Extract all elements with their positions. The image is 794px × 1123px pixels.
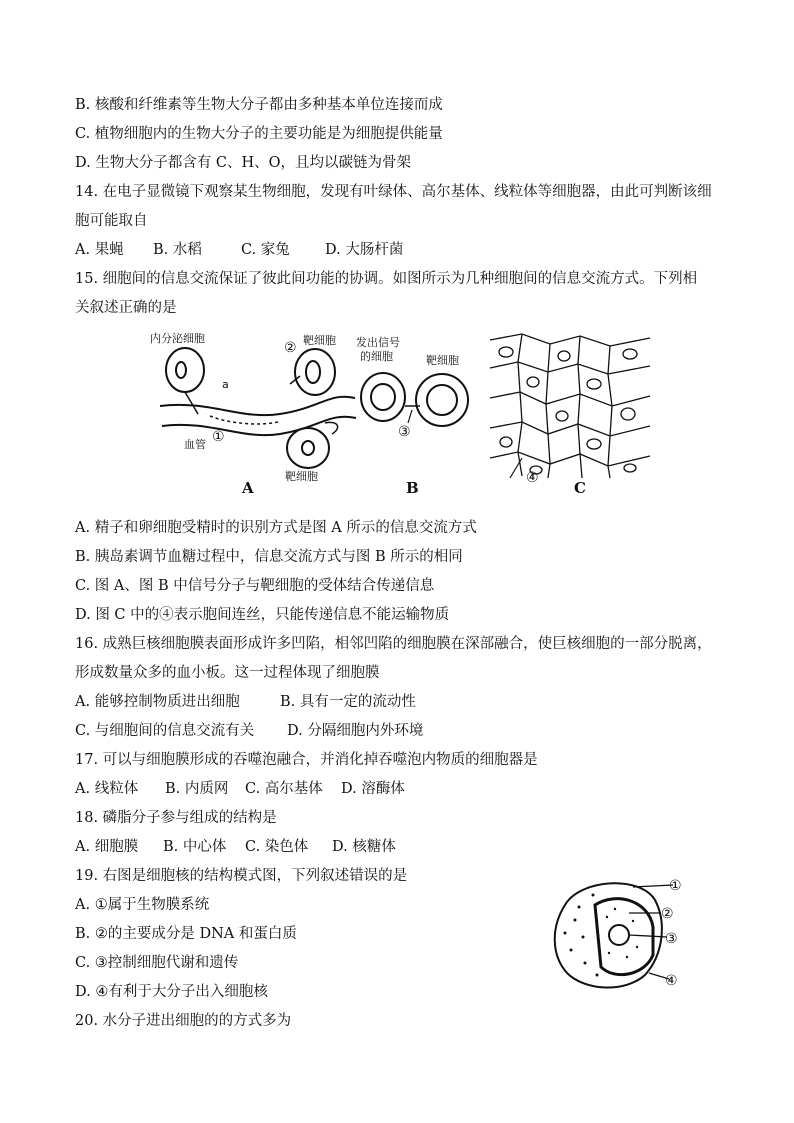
- q15-figure: [150, 328, 660, 500]
- q15-stem-line1: 15. 细胞间的信息交流保证了彼此间功能的协调。如图所示为几种细胞间的信息交流方式。下列相: [75, 271, 698, 287]
- q17-option: B. 内质网: [165, 781, 229, 797]
- target-cell-top-label: 靶细胞: [303, 334, 336, 347]
- nucleus-marker-2: ②: [661, 906, 674, 922]
- q14-options: [75, 240, 403, 260]
- q17-option: C. 高尔基体: [245, 781, 323, 797]
- q20-stem: 20. 水分子进出细胞的的方式多为: [75, 1013, 292, 1029]
- nucleus-marker-1: ①: [669, 878, 682, 894]
- q16-options-row2: [75, 721, 423, 741]
- target-cell-top: [295, 349, 335, 395]
- target-cell-b: [416, 374, 468, 426]
- q16-option: C. 与细胞间的信息交流有关: [75, 723, 255, 739]
- marker-4: ④: [526, 470, 539, 486]
- q17-stem: 17. 可以与细胞膜形成的吞噬泡融合，并消化掉吞噬泡内物质的细胞器是: [75, 752, 538, 768]
- q19-option-a: A. ①属于生物膜系统: [75, 897, 210, 913]
- q18-option: A. 细胞膜: [75, 839, 139, 855]
- q14-option: B. 水稻: [153, 242, 202, 258]
- blood-vessel-lower: [162, 417, 356, 435]
- q16-option: D. 分隔细胞内外环境: [287, 723, 424, 739]
- q16-stem-line1: 16. 成熟巨核细胞膜表面形成许多凹陷，相邻凹陷的细胞膜在深部融合，使巨核细胞的一部分脱离，: [75, 636, 712, 652]
- q14-stem-line2: 胞可能取自: [75, 213, 148, 229]
- nucleus-diagram: [545, 875, 690, 995]
- tissue-cells: [490, 334, 650, 478]
- q17-options: [75, 779, 405, 799]
- q13-option-c: C. 植物细胞内的生物大分子的主要功能是为细胞提供能量: [75, 126, 443, 142]
- q13-option-b: B. 核酸和纤维素等生物大分子都由多种基本单位连接而成: [75, 97, 443, 113]
- panel-c-label: C: [574, 479, 586, 497]
- q17-option: A. 线粒体: [75, 781, 139, 797]
- q13-option-d: D. 生物大分子都含有 C、H、O，且均以碳链为骨架: [75, 155, 412, 171]
- q19-stem: 19. 右图是细胞核的结构模式图，下列叙述错误的是: [75, 868, 408, 884]
- nucleolus: [609, 925, 629, 945]
- signal-cell: [361, 373, 405, 421]
- panel-b-label: B: [406, 479, 419, 497]
- q15-option-a: A. 精子和卵细胞受精时的识别方式是图 A 所示的信息交流方式: [75, 520, 477, 536]
- nucleus-marker-4: ④: [665, 973, 678, 989]
- q16-stem-line2: 形成数量众多的血小板。这一过程体现了细胞膜: [75, 665, 380, 681]
- q15-option-b: B. 胰岛素调节血糖过程中，信息交流方式与图 B 所示的相同: [75, 549, 463, 565]
- q18-stem: 18. 磷脂分子参与组成的结构是: [75, 810, 277, 826]
- q14-option: D. 大肠杆菌: [325, 242, 404, 258]
- q16-options-row1: [75, 692, 416, 712]
- q19-option-c: C. ③控制细胞代谢和遗传: [75, 955, 239, 971]
- q15-stem-line2: 关叙述正确的是: [75, 300, 177, 316]
- target-cell-b-label: 靶细胞: [426, 354, 459, 367]
- blood-vessel-label: 血管: [184, 438, 206, 451]
- signal-cell-label-line2: 的细胞: [360, 350, 393, 363]
- target-cell-bottom-label: 靶细胞: [285, 470, 318, 483]
- nuclear-envelope-inner: [595, 899, 653, 975]
- signal-a-label: a: [222, 378, 229, 391]
- q15-option-c: C. 图 A、图 B 中信号分子与靶细胞的受体结合传递信息: [75, 578, 435, 594]
- q18-option: C. 染色体: [245, 839, 309, 855]
- q15-option-d: D. 图 C 中的④表示胞间连丝，只能传递信息不能运输物质: [75, 607, 450, 623]
- endocrine-cell-label: 内分泌细胞: [150, 332, 205, 345]
- nucleus-marker-3: ③: [665, 931, 678, 947]
- q16-option: A. 能够控制物质进出细胞: [75, 694, 240, 710]
- q19-option-d: D. ④有利于大分子出入细胞核: [75, 984, 268, 1000]
- q14-stem-line1: 14. 在电子显微镜下观察某生物细胞，发现有叶绿体、高尔基体、线粒体等细胞器，由此可判断该细: [75, 184, 712, 200]
- q18-options: [75, 837, 396, 857]
- q14-option: A. 果蝇: [75, 242, 124, 258]
- panel-a-label: A: [242, 479, 254, 497]
- marker-1: ①: [212, 429, 225, 445]
- q19-figure: [545, 875, 690, 995]
- q17-option: D. 溶酶体: [341, 781, 405, 797]
- marker-3: ③: [398, 424, 411, 440]
- q14-option: C. 家兔: [241, 242, 290, 258]
- q16-option: B. 具有一定的流动性: [280, 694, 416, 710]
- q18-option: B. 中心体: [163, 839, 227, 855]
- signal-cell-label-line1: 发出信号: [356, 336, 400, 349]
- q19-option-b: B. ②的主要成分是 DNA 和蛋白质: [75, 926, 297, 942]
- q15-diagram: [150, 328, 660, 500]
- marker-2: ②: [284, 340, 297, 356]
- target-cell-bottom: [287, 428, 329, 468]
- q18-option: D. 核糖体: [332, 839, 396, 855]
